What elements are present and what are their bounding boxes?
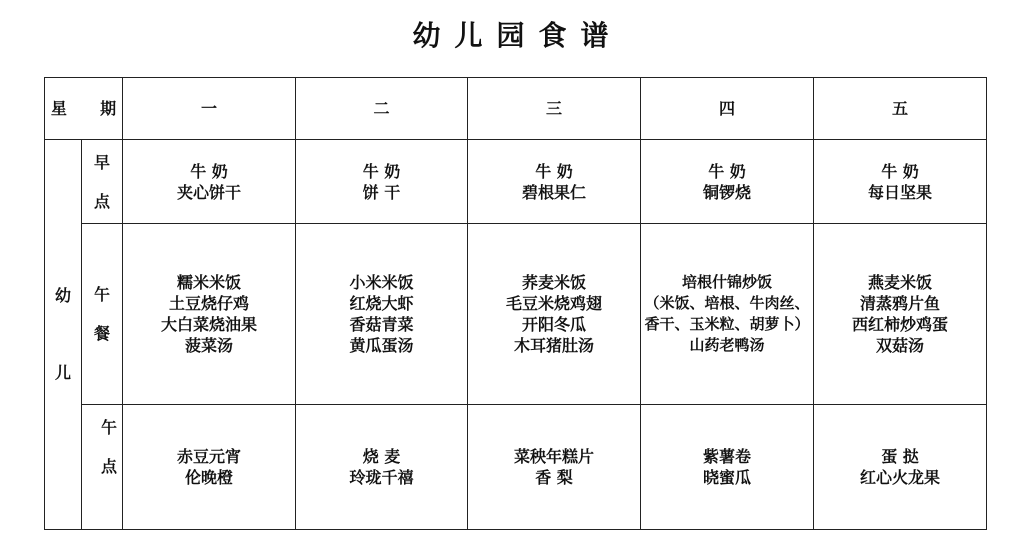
menu-cell: 烧 麦 玲珑千禧 bbox=[296, 405, 468, 530]
age-group-char: 幼 bbox=[54, 285, 71, 305]
meal-name-snack: 午 点 bbox=[82, 405, 123, 530]
meal-row-lunch bbox=[45, 224, 987, 405]
menu-cell: 小米米饭 红烧大虾 香菇青菜 黄瓜蛋汤 bbox=[296, 224, 468, 405]
header-row bbox=[45, 78, 987, 140]
meal-row-breakfast bbox=[45, 140, 987, 224]
weekday-header-label bbox=[45, 78, 123, 140]
menu-cell: 培根什锦炒饭 （米饭、培根、牛肉丝、 香干、玉米粒、胡萝卜） 山药老鸭汤 bbox=[641, 224, 814, 405]
age-group-label bbox=[45, 140, 82, 530]
meal-name-breakfast: 早 点 bbox=[82, 140, 123, 224]
menu-cell: 燕麦米饭 清蒸鸦片鱼 西红柿炒鸡蛋 双菇汤 bbox=[814, 224, 987, 405]
menu-cell: 菜秧年糕片 香 梨 bbox=[468, 405, 641, 530]
menu-cell: 紫薯卷 晓蜜瓜 bbox=[641, 405, 814, 530]
day-header-2: 二 bbox=[296, 78, 468, 140]
meal-row-snack bbox=[45, 405, 987, 530]
day-header-3: 三 bbox=[468, 78, 641, 140]
menu-cell: 牛 奶 夹心饼干 bbox=[123, 140, 296, 224]
menu-cell: 牛 奶 铜锣烧 bbox=[641, 140, 814, 224]
meal-name-lunch: 午 餐 bbox=[82, 224, 123, 405]
menu-cell: 糯米米饭 土豆烧仔鸡 大白菜烧油果 菠菜汤 bbox=[123, 224, 296, 405]
menu-cell: 牛 奶 饼 干 bbox=[296, 140, 468, 224]
menu-cell: 赤豆元宵 伦晚橙 bbox=[123, 405, 296, 530]
menu-cell: 蛋 挞 红心火龙果 bbox=[814, 405, 987, 530]
menu-table bbox=[44, 77, 987, 530]
page-title: 幼儿园食谱 bbox=[412, 19, 623, 52]
age-group-char: 儿 bbox=[54, 362, 71, 382]
menu-cell: 荞麦米饭 毛豆米烧鸡翅 开阳冬瓜 木耳猪肚汤 bbox=[468, 224, 641, 405]
day-header-5: 五 bbox=[814, 78, 987, 140]
weekday-header-char: 星 bbox=[50, 99, 67, 118]
menu-cell: 牛 奶 每日坚果 bbox=[814, 140, 987, 224]
day-header-1: 一 bbox=[123, 78, 296, 140]
menu-cell: 牛 奶 碧根果仁 bbox=[468, 140, 641, 224]
day-header-4: 四 bbox=[641, 78, 814, 140]
weekday-header-char: 期 bbox=[100, 99, 117, 118]
